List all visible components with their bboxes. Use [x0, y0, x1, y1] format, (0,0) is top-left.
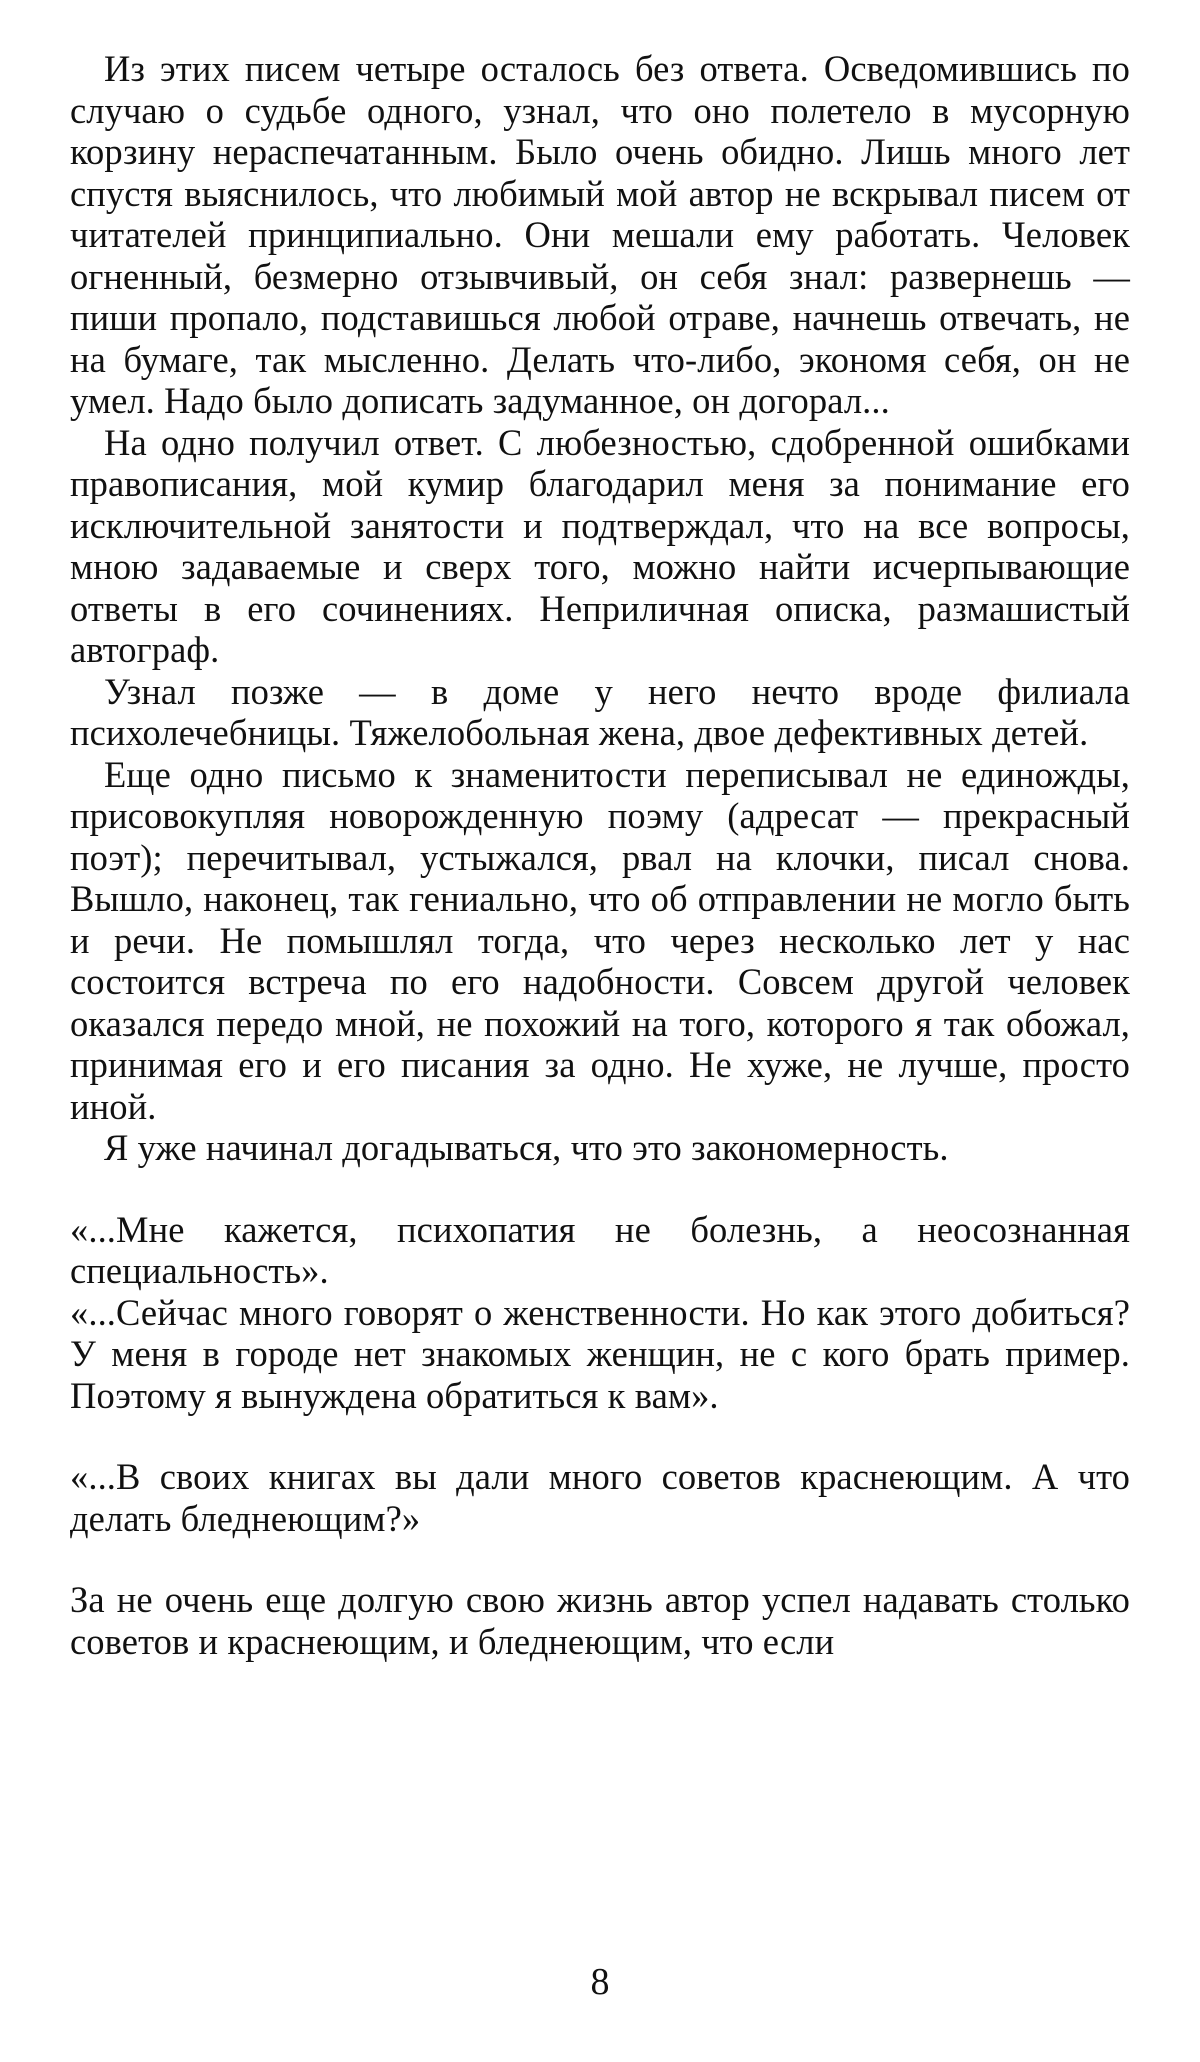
quote-3: «...В своих книгах вы дали много советов краснеющим. А что делать бледнеющим?» — [70, 1456, 1130, 1539]
paragraph-5: Я уже начинал догадываться, что это закономерность. — [104, 1127, 949, 1168]
paragraph-3: Узнал позже — в доме у него нечто вроде филиала психолечебницы. Тяжелобольная жена, двое дефективных детей. — [70, 670, 1130, 753]
quote-2: «...Сейчас много говорят о женственности. Но как этого добиться? У меня в городе нет знакомых женщин, не с кого брать пример. Поэтому я вынуждена обратиться к вам». — [70, 1291, 1130, 1416]
paragraph-2: На одно получил ответ. С любезностью, сдобренной ошибками правописания, мой кумир благодарил меня за понимание его исключительной занятости и подтверждал, что на все вопросы, мною задаваемые и сверх того, можно найти исчерпывающие ответы в его сочинениях. Неприличная описка, размашистый автограф. — [70, 421, 1130, 670]
page-body — [70, 48, 1130, 1662]
section-gap — [70, 1539, 1130, 1579]
page-number: 8 — [590, 1961, 610, 2003]
closing-paragraph: За не очень еще долгую свою жизнь автор успел надавать столько советов и краснеющим, и бледнеющим, что если — [70, 1579, 1130, 1662]
section-gap — [70, 1169, 1130, 1209]
paragraph-1: Из этих писем четыре осталось без ответа. Осведомившись по случаю о судьбе одного, узнал, что оно полетело в мусорную корзину нераспечатанным. Было очень обидно. Лишь много лет спустя выяснилось, что любимый мой автор не вскрывал писем от читателей принципиально. Они мешали ему работать. Человек огненный, безмерно отзывчивый, он себя знал: развернешь — пиши пропало, подставишься любой отраве, начнешь отвечать, не на бумаге, так мысленно. Делать что-либо, экономя себя, он не умел. Надо было дописать задуманное, он догорал... — [70, 48, 1130, 421]
quote-1: «...Мне кажется, психопатия не болезнь, а неосознанная специальность». — [70, 1208, 1130, 1291]
section-gap — [70, 1416, 1130, 1456]
paragraph-4: Еще одно письмо к знаменитости переписывал не единожды, присовокупляя новорожденную поэму (адресат — прекрасный поэт); перечитывал, устыжался, рвал на клочки, писал снова. Вышло, наконец, так гениально, что об отправлении не могло быть и речи. Не помышлял тогда, что через несколько лет у нас состоится встреча по его надобности. Совсем другой человек оказался передо мной, не похожий на того, которого я так обожал, принимая его и его писания за одно. Не хуже, не лучше, просто иной. — [70, 753, 1130, 1127]
